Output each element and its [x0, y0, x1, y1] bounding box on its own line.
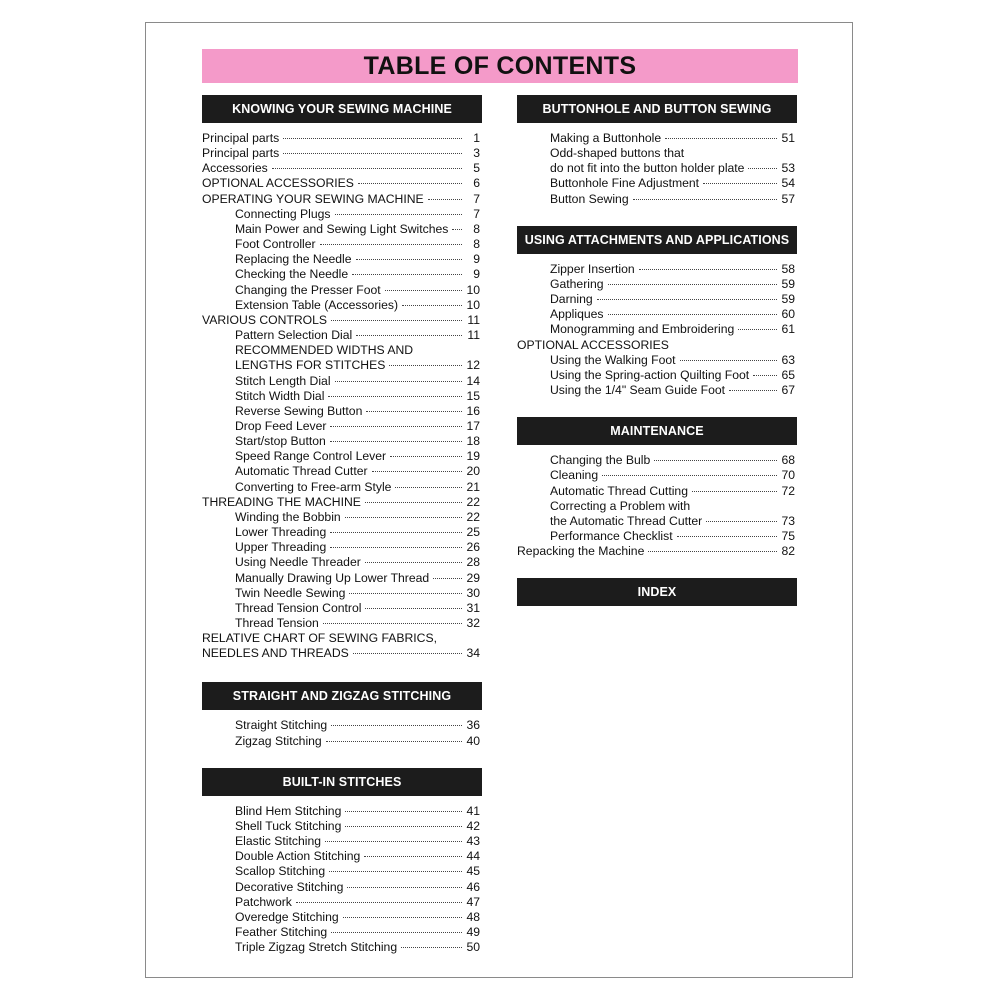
entry-page-number: 53	[781, 161, 795, 176]
toc-entry	[517, 544, 797, 559]
entry-title: Using the Walking Foot	[550, 352, 676, 367]
entry-title: Thread Tension	[235, 616, 319, 630]
entry-page-number: 40	[466, 733, 480, 748]
entry-page-number: 41	[466, 803, 480, 818]
toc-entry	[517, 484, 797, 499]
entry-page-number: 11	[467, 328, 480, 343]
toc-entry	[517, 529, 797, 544]
entry-list	[517, 262, 797, 398]
entry-title: Lower Threading	[235, 525, 327, 540]
toc-entry	[202, 540, 482, 555]
entry-page-number: 22	[466, 509, 480, 524]
entry-page-number: 8	[473, 237, 480, 252]
dot-leader	[428, 199, 462, 200]
entry-page-number: 43	[466, 834, 480, 849]
toc-entry	[202, 616, 482, 631]
toc-entry	[517, 383, 797, 398]
dot-leader	[401, 947, 462, 948]
section-heading: INDEX	[517, 578, 797, 606]
dot-leader	[608, 314, 777, 315]
toc-entry	[517, 131, 797, 146]
dot-leader	[330, 547, 462, 548]
dot-leader	[356, 335, 462, 336]
entry-title: Stitch Length Dial	[235, 373, 331, 388]
toc-entry	[202, 389, 482, 404]
toc-entry	[202, 718, 482, 733]
entry-page-number: 32	[466, 616, 480, 630]
toc-entry	[202, 849, 482, 864]
entry-title: Drop Feed Lever	[235, 418, 327, 433]
entry-page-number: 65	[781, 367, 795, 382]
entry-title: Automatic Thread Cutting	[550, 483, 688, 498]
entry-title: OPTIONAL ACCESSORIES	[202, 176, 354, 191]
dot-leader	[356, 259, 462, 260]
entry-page-number: 6	[473, 176, 480, 191]
entry-title: Using the Spring-action Quilting Foot	[550, 367, 750, 382]
entry-title: Connecting Plugs	[235, 206, 331, 221]
dot-leader	[385, 290, 462, 291]
toc-entry	[202, 834, 482, 849]
toc-entry	[202, 940, 482, 955]
entry-title: Overedge Stitching	[235, 909, 339, 924]
entry-page-number: 14	[466, 373, 480, 388]
entry-title: OPERATING YOUR SEWING MACHINE	[202, 191, 424, 206]
dot-leader	[283, 153, 462, 154]
entry-title: Patchwork	[235, 894, 292, 909]
entry-title: Odd-shaped buttons that	[550, 146, 685, 161]
right-column	[517, 95, 797, 606]
dot-leader	[331, 725, 462, 726]
toc-entry	[202, 510, 482, 525]
toc-entry	[202, 819, 482, 834]
entry-title: Reverse Sewing Button	[235, 403, 363, 418]
toc-entry	[202, 404, 482, 419]
entry-list	[517, 453, 797, 559]
entry-page-number: 67	[781, 383, 795, 398]
toc-entry	[202, 449, 482, 464]
toc-entry	[202, 146, 482, 161]
entry-page-number: 20	[466, 464, 480, 479]
entry-page-number: 12	[466, 358, 480, 373]
dot-leader	[402, 305, 462, 306]
entry-title: Principal parts	[202, 146, 280, 161]
toc-entry	[517, 468, 797, 483]
dot-leader	[365, 608, 462, 609]
dot-leader	[343, 917, 462, 918]
entry-title: Stitch Width Dial	[235, 388, 325, 403]
toc-section-buttonhole-and-button-sewing	[517, 95, 797, 207]
entry-list	[202, 718, 482, 748]
toc-entry	[517, 368, 797, 383]
entry-title: Using the 1/4" Seam Guide Foot	[550, 383, 726, 398]
entry-title: Manually Drawing Up Lower Thread	[235, 570, 430, 585]
entry-title: Straight Stitching	[235, 718, 328, 733]
entry-title: Automatic Thread Cutter	[235, 464, 368, 479]
toc-entry	[202, 131, 482, 146]
dot-leader	[347, 887, 462, 888]
entry-page-number: 63	[781, 352, 795, 367]
page-title: TABLE OF CONTENTS	[363, 51, 637, 80]
toc-entry	[517, 307, 797, 322]
dot-leader	[345, 811, 462, 812]
dot-leader	[331, 932, 462, 933]
dot-leader	[330, 426, 462, 427]
dot-leader	[665, 138, 777, 139]
entry-page-number: 34	[466, 646, 480, 661]
toc-entry	[202, 464, 482, 479]
entry-title: Winding the Bobbin	[235, 509, 341, 524]
entry-title: Using Needle Threader	[235, 555, 361, 570]
entry-page-number: 7	[473, 191, 480, 206]
section-heading: STRAIGHT AND ZIGZAG STITCHING	[202, 682, 482, 710]
dot-leader	[353, 653, 462, 654]
entry-page-number: 19	[466, 449, 480, 464]
toc-section-index	[517, 578, 797, 606]
toc-entry	[202, 480, 482, 495]
dot-leader	[345, 517, 462, 518]
dot-leader	[372, 471, 462, 472]
entry-page-number: 70	[781, 468, 795, 483]
entry-title: Appliques	[550, 307, 604, 322]
entry-page-number: 36	[466, 718, 480, 733]
entry-title: Thread Tension Control	[235, 600, 362, 615]
entry-title: Accessories	[202, 161, 268, 176]
entry-title: Converting to Free-arm Style	[235, 479, 392, 494]
entry-page-number: 68	[781, 453, 795, 468]
dot-leader	[389, 365, 462, 366]
entry-title: Gathering	[550, 276, 604, 291]
dot-leader	[326, 741, 462, 742]
toc-entry	[517, 514, 797, 529]
entry-page-number: 72	[781, 483, 795, 498]
dot-leader	[748, 168, 777, 169]
entry-page-number: 45	[466, 864, 480, 879]
dot-leader	[639, 269, 777, 270]
toc-entry	[517, 292, 797, 307]
section-heading: MAINTENANCE	[517, 417, 797, 445]
toc-entry	[517, 453, 797, 468]
dot-leader	[703, 183, 777, 184]
entry-title: Changing the Bulb	[550, 453, 651, 468]
entry-page-number: 5	[473, 161, 480, 176]
toc-entry	[202, 734, 482, 749]
entry-page-number: 51	[781, 131, 795, 145]
entry-title: Button Sewing	[550, 191, 629, 206]
entry-page-number: 59	[781, 276, 795, 291]
title-bar	[202, 49, 798, 83]
dot-leader	[390, 456, 462, 457]
toc-entry	[202, 925, 482, 940]
dot-leader	[395, 487, 462, 488]
section-heading: BUILT-IN STITCHES	[202, 768, 482, 796]
dot-leader	[283, 138, 462, 139]
toc-entry	[517, 146, 797, 161]
dot-leader	[692, 491, 777, 492]
toc-section-straight-and-zigzag-stitching	[202, 682, 482, 748]
entry-page-number: 15	[466, 388, 480, 403]
entry-title: Main Power and Sewing Light Switches	[235, 221, 449, 236]
entry-title: Changing the Presser Foot	[235, 282, 381, 297]
entry-list	[202, 131, 482, 661]
toc-entry	[202, 571, 482, 586]
entry-title: Monogramming and Embroidering	[550, 322, 735, 337]
toc-entry	[202, 895, 482, 910]
toc-entry	[517, 161, 797, 176]
entry-page-number: 47	[466, 894, 480, 909]
entry-title: do not fit into the button holder plate	[550, 161, 745, 176]
toc-entry	[202, 222, 482, 237]
entry-page-number: 8	[473, 221, 480, 236]
entry-page-number: 54	[781, 176, 795, 191]
entry-title: Correcting a Problem with	[550, 498, 691, 513]
entry-title: Blind Hem Stitching	[235, 803, 342, 818]
toc-entry	[202, 328, 482, 343]
entry-title: Shell Tuck Stitching	[235, 818, 342, 833]
toc-entry	[202, 601, 482, 616]
entry-page-number: 61	[781, 322, 795, 337]
toc-entry	[202, 176, 482, 191]
dot-leader	[364, 856, 462, 857]
toc-entry	[202, 283, 482, 298]
entry-title: Start/stop Button	[235, 434, 326, 449]
entry-page-number: 60	[781, 307, 795, 322]
entry-page-number: 82	[781, 544, 795, 559]
dot-leader	[349, 593, 462, 594]
toc-section-maintenance	[517, 417, 797, 559]
entry-title: Elastic Stitching	[235, 834, 322, 849]
entry-title: OPTIONAL ACCESSORIES	[517, 337, 669, 352]
toc-section-built-in-stitches	[202, 768, 482, 956]
dot-leader	[352, 274, 462, 275]
toc-entry	[202, 631, 482, 646]
entry-page-number: 49	[466, 925, 480, 940]
entry-page-number: 9	[473, 252, 480, 267]
toc-entry	[517, 176, 797, 191]
entry-page-number: 57	[781, 191, 795, 206]
toc-entry	[517, 262, 797, 277]
entry-title: NEEDLES AND THREADS	[202, 646, 349, 661]
entry-page-number: 28	[466, 555, 480, 570]
entry-title: Speed Range Control Lever	[235, 449, 387, 464]
entry-title: Foot Controller	[235, 237, 316, 252]
entry-title: Double Action Stitching	[235, 849, 361, 864]
toc-entry	[517, 277, 797, 292]
toc-entry	[517, 338, 797, 353]
entry-page-number: 10	[466, 282, 480, 297]
entry-page-number: 21	[466, 479, 480, 494]
dot-leader	[335, 214, 462, 215]
dot-leader	[366, 411, 462, 412]
entry-title: Performance Checklist	[550, 528, 673, 543]
toc-entry	[202, 910, 482, 925]
entry-title: RELATIVE CHART OF SEWING FABRICS,	[202, 631, 437, 646]
entry-title: Making a Buttonhole	[550, 131, 662, 145]
entry-list	[202, 804, 482, 956]
dot-leader	[272, 168, 462, 169]
toc-entry	[202, 192, 482, 207]
toc-entry	[202, 313, 482, 328]
toc-entry	[202, 586, 482, 601]
dot-leader	[325, 841, 462, 842]
toc-section-using-attachments-and-applications	[517, 226, 797, 398]
entry-list	[517, 131, 797, 207]
dot-leader	[433, 578, 462, 579]
entry-title: Scallop Stitching	[235, 864, 326, 879]
entry-page-number: 26	[466, 540, 480, 555]
dot-leader	[452, 229, 462, 230]
dot-leader	[738, 329, 777, 330]
entry-title: Extension Table (Accessories)	[235, 297, 399, 312]
dot-leader	[365, 562, 462, 563]
entry-title: Repacking the Machine	[517, 544, 645, 559]
dot-leader	[365, 502, 462, 503]
entry-title: LENGTHS FOR STITCHES	[235, 358, 386, 373]
entry-page-number: 58	[781, 261, 795, 276]
dot-leader	[753, 375, 777, 376]
toc-entry	[202, 252, 482, 267]
entry-page-number: 18	[466, 434, 480, 449]
dot-leader	[323, 623, 462, 624]
entry-page-number: 30	[466, 585, 480, 600]
entry-page-number: 46	[466, 879, 480, 894]
entry-title: Triple Zigzag Stretch Stitching	[235, 940, 398, 955]
entry-title: Checking the Needle	[235, 267, 349, 282]
entry-title: Cleaning	[550, 468, 599, 483]
entry-title: THREADING THE MACHINE	[202, 494, 361, 509]
entry-page-number: 7	[473, 206, 480, 221]
toc-entry	[202, 343, 482, 358]
entry-page-number: 42	[466, 818, 480, 833]
dot-leader	[345, 826, 462, 827]
toc-entry	[202, 434, 482, 449]
section-heading: KNOWING YOUR SEWING MACHINE	[202, 95, 482, 123]
entry-page-number: 10	[466, 297, 480, 312]
dot-leader	[608, 284, 777, 285]
toc-entry	[202, 237, 482, 252]
entry-title: Pattern Selection Dial	[235, 328, 353, 343]
toc-section-knowing-your-sewing-machine	[202, 95, 482, 661]
entry-title: Zipper Insertion	[550, 261, 635, 276]
toc-entry	[517, 353, 797, 368]
toc-entry	[517, 322, 797, 337]
entry-page-number: 31	[466, 600, 480, 615]
entry-page-number: 22	[466, 494, 480, 509]
entry-page-number: 59	[781, 292, 795, 307]
entry-page-number: 9	[473, 267, 480, 282]
dot-leader	[335, 381, 462, 382]
section-heading: USING ATTACHMENTS AND APPLICATIONS	[517, 226, 797, 254]
document-page	[145, 22, 853, 978]
entry-page-number: 73	[781, 513, 795, 528]
toc-entry	[517, 192, 797, 207]
toc-entry	[202, 555, 482, 570]
entry-title: Principal parts	[202, 131, 280, 145]
toc-entry	[202, 864, 482, 879]
dot-leader	[330, 532, 462, 533]
entry-title: Feather Stitching	[235, 925, 328, 940]
dot-leader	[597, 299, 777, 300]
toc-entry	[202, 804, 482, 819]
dot-leader	[330, 441, 462, 442]
entry-title: RECOMMENDED WIDTHS AND	[235, 343, 414, 358]
dot-leader	[358, 183, 462, 184]
toc-entry	[202, 880, 482, 895]
entry-page-number: 1	[473, 131, 480, 145]
entry-title: Upper Threading	[235, 540, 327, 555]
dot-leader	[680, 360, 777, 361]
entry-title: Darning	[550, 292, 593, 307]
entry-title: Decorative Stitching	[235, 879, 344, 894]
toc-entry	[202, 207, 482, 222]
entry-title: the Automatic Thread Cutter	[550, 513, 703, 528]
left-column	[202, 95, 482, 955]
entry-title: VARIOUS CONTROLS	[202, 312, 328, 327]
section-heading: BUTTONHOLE AND BUTTON SEWING	[517, 95, 797, 123]
dot-leader	[648, 551, 777, 552]
dot-leader	[602, 475, 777, 476]
dot-leader	[328, 396, 462, 397]
entry-page-number: 48	[466, 909, 480, 924]
toc-entry	[202, 495, 482, 510]
dot-leader	[729, 390, 777, 391]
dot-leader	[296, 902, 462, 903]
toc-entry	[202, 646, 482, 661]
entry-page-number: 50	[466, 940, 480, 955]
dot-leader	[320, 244, 462, 245]
entry-title: Twin Needle Sewing	[235, 585, 346, 600]
toc-entry	[517, 499, 797, 514]
dot-leader	[633, 199, 777, 200]
entry-page-number: 44	[466, 849, 480, 864]
toc-entry	[202, 374, 482, 389]
toc-entry	[202, 419, 482, 434]
entry-page-number: 16	[466, 403, 480, 418]
dot-leader	[329, 871, 462, 872]
entry-title: Zigzag Stitching	[235, 733, 322, 748]
entry-page-number: 29	[466, 570, 480, 585]
entry-title: Replacing the Needle	[235, 252, 352, 267]
dot-leader	[654, 460, 777, 461]
dot-leader	[706, 521, 777, 522]
entry-page-number: 25	[466, 525, 480, 540]
entry-page-number: 75	[781, 528, 795, 543]
toc-entry	[202, 267, 482, 282]
toc-entry	[202, 298, 482, 313]
dot-leader	[331, 320, 462, 321]
entry-page-number: 3	[473, 146, 480, 161]
toc-entry	[202, 525, 482, 540]
entry-page-number: 17	[466, 418, 480, 433]
toc-entry	[202, 161, 482, 176]
dot-leader	[677, 536, 777, 537]
entry-page-number: 11	[467, 312, 480, 327]
toc-entry	[202, 358, 482, 373]
entry-title: Buttonhole Fine Adjustment	[550, 176, 700, 191]
